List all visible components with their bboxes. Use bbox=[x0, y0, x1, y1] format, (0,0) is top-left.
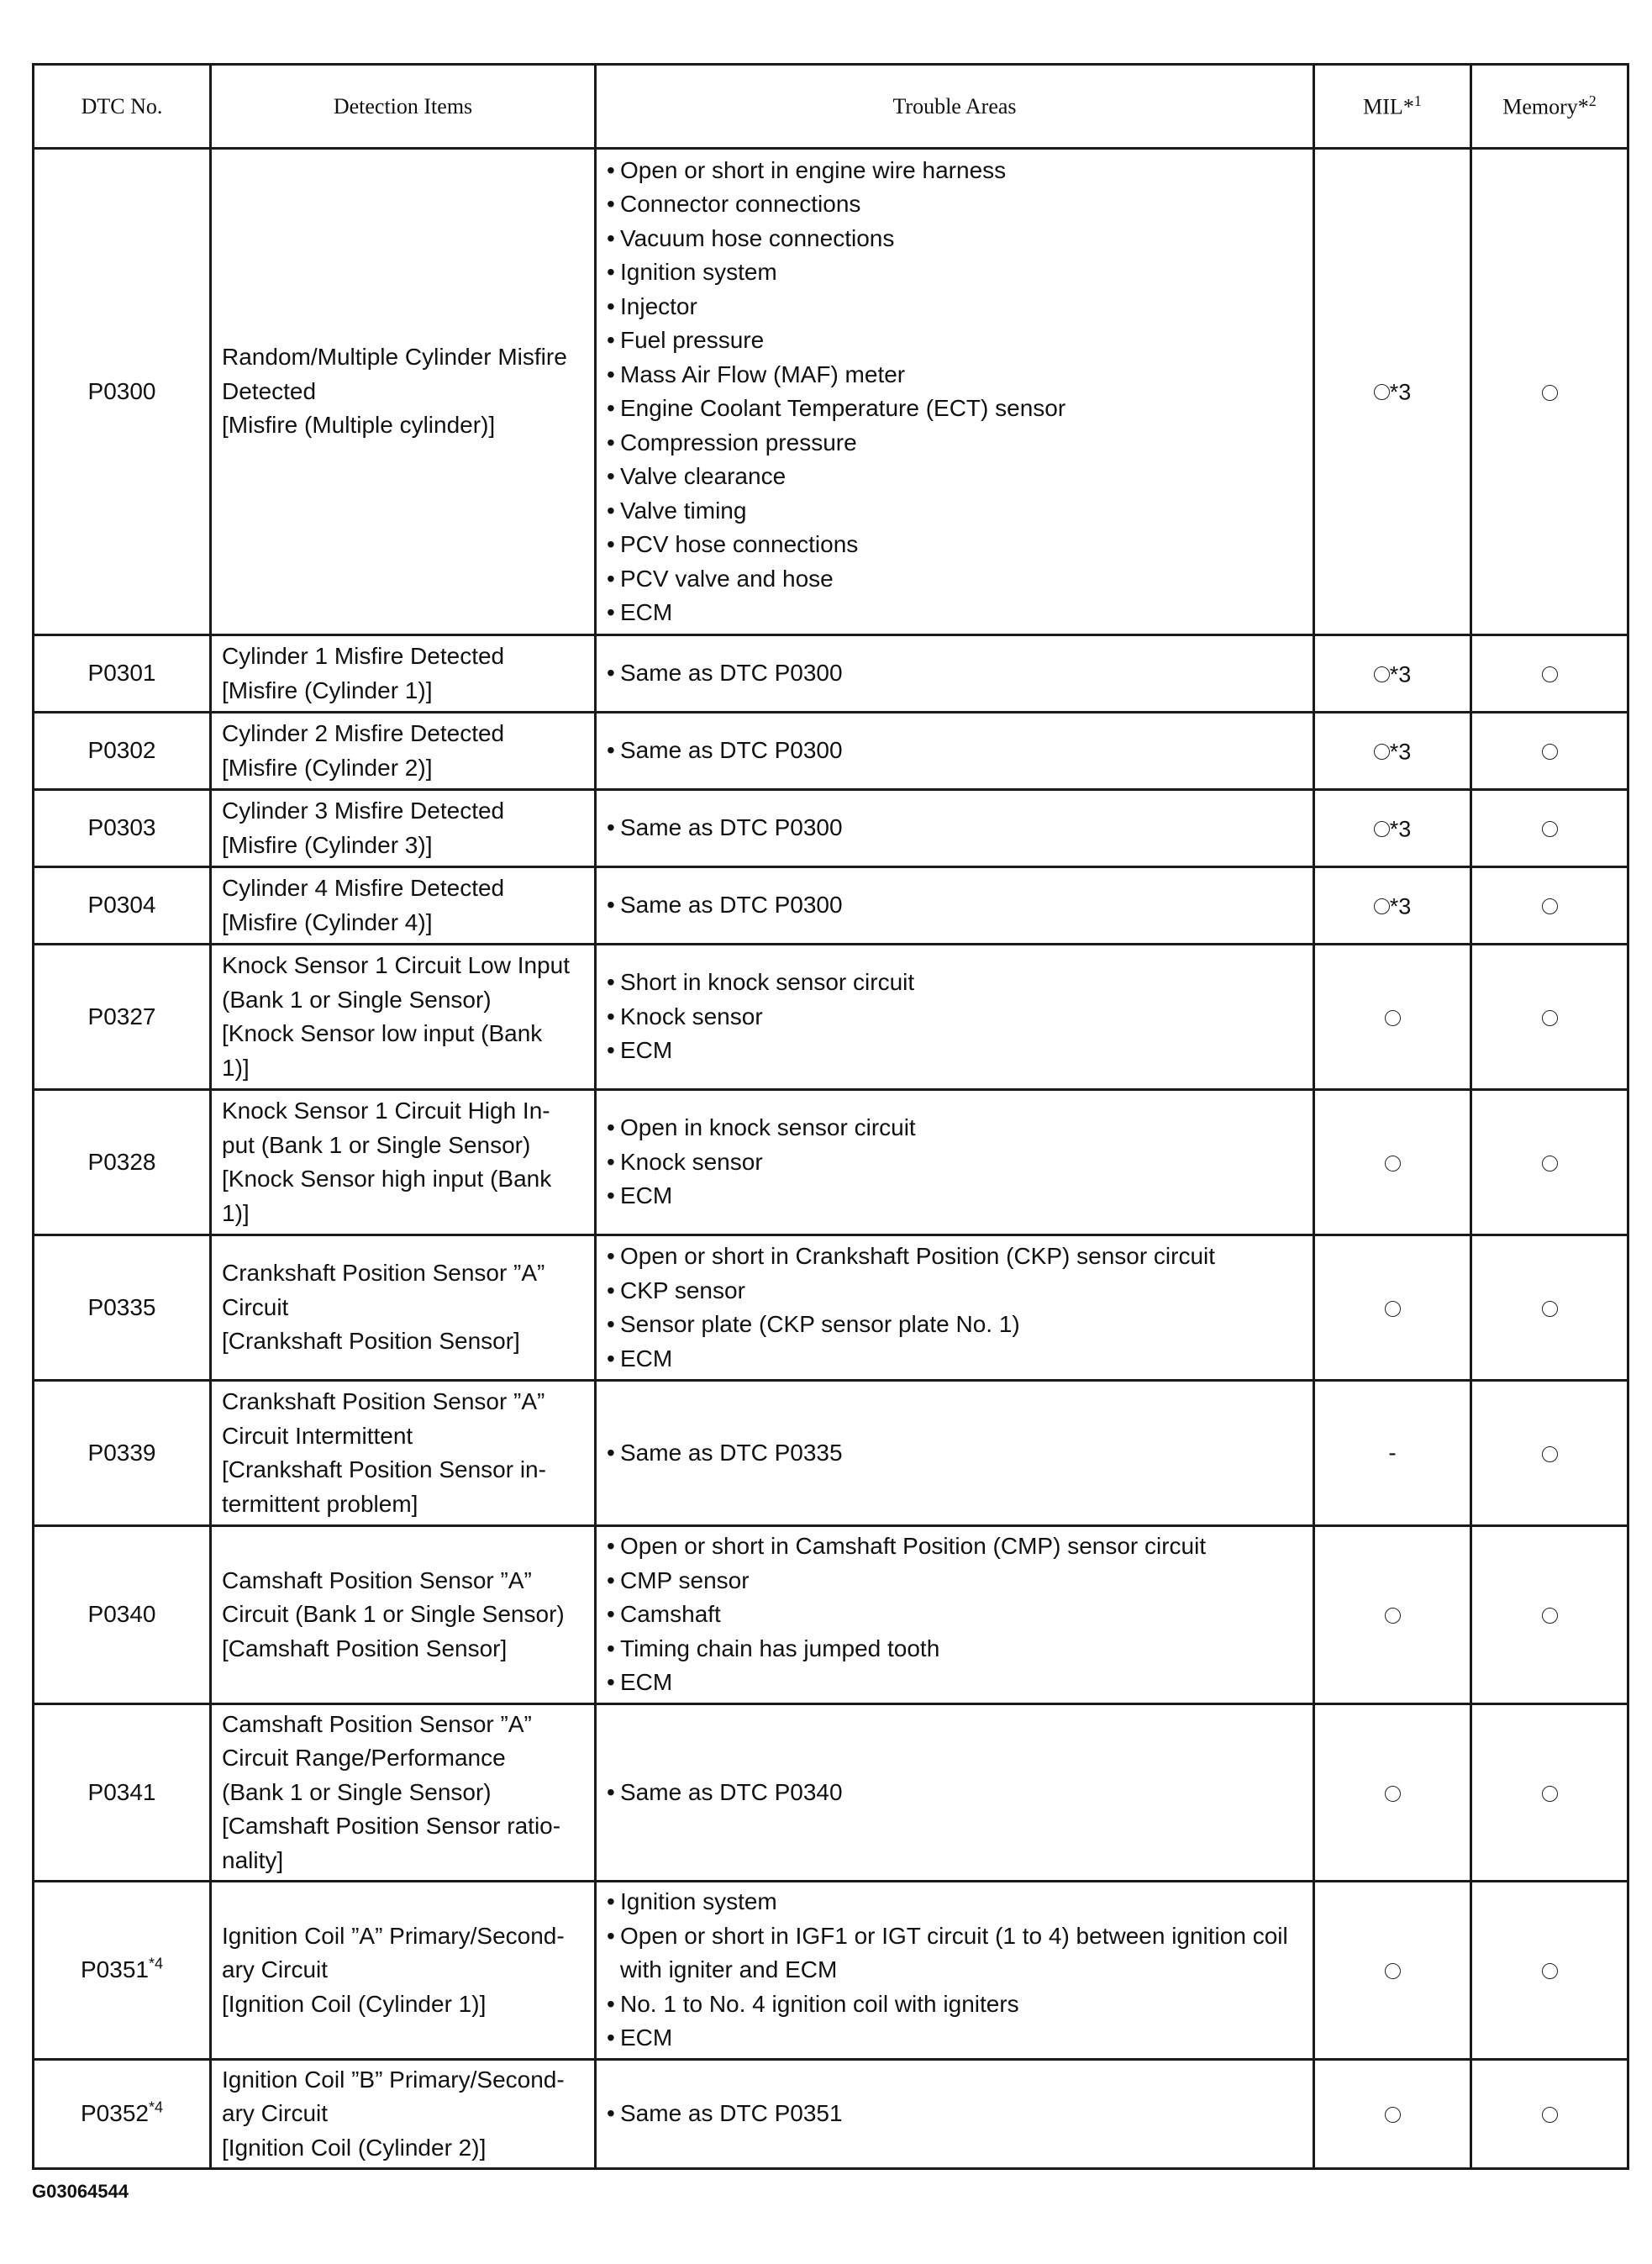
header-trouble-areas: Trouble Areas bbox=[596, 65, 1314, 149]
memory-circle-icon bbox=[1542, 1010, 1558, 1026]
table-row bbox=[34, 149, 1628, 635]
memory-cell bbox=[1471, 1381, 1628, 1526]
figure-id: G03064544 bbox=[32, 2181, 129, 2202]
header-mil: MIL*$^1$ bbox=[1314, 65, 1471, 149]
trouble-areas-cell bbox=[596, 945, 1314, 1090]
trouble-areas-list bbox=[607, 1885, 1302, 2056]
header-mil-footnote: 1 bbox=[1413, 92, 1422, 110]
dtc-code-footnote: *4 bbox=[148, 1955, 163, 1972]
mil-cell bbox=[1314, 1090, 1471, 1235]
trouble-area-item: • Open or short in Crankshaft Position (CKP) sensor circuit bbox=[607, 1240, 1302, 1274]
detection-line: [Misfire (Cylinder 2)] bbox=[222, 754, 433, 781]
mil-cell bbox=[1314, 635, 1471, 713]
memory-cell bbox=[1471, 149, 1628, 635]
trouble-area-item: • Valve clearance bbox=[607, 460, 1302, 494]
mil-circle-icon bbox=[1374, 384, 1390, 400]
dtc-code-cell bbox=[34, 713, 211, 790]
mil-circle-icon bbox=[1385, 1010, 1401, 1026]
mil-circle-icon bbox=[1385, 2107, 1401, 2123]
memory-cell bbox=[1471, 1882, 1628, 2060]
memory-cell bbox=[1471, 2059, 1628, 2169]
dtc-code-cell bbox=[34, 790, 211, 867]
memory-circle-icon bbox=[1542, 1301, 1558, 1317]
memory-circle-icon bbox=[1542, 744, 1558, 760]
memory-circle-icon bbox=[1542, 821, 1558, 837]
table-row bbox=[34, 1235, 1628, 1381]
trouble-area-item: • Open in knock sensor circuit bbox=[607, 1111, 1302, 1145]
table-row bbox=[34, 635, 1628, 713]
detection-line: Crankshaft Position Sensor ”A” bbox=[222, 1388, 545, 1414]
detection-items-cell bbox=[211, 1381, 596, 1526]
dtc-code-cell bbox=[34, 1882, 211, 2060]
detection-line: ary Circuit bbox=[222, 2100, 329, 2126]
detection-line: Crankshaft Position Sensor ”A” bbox=[222, 1260, 545, 1287]
trouble-areas-list bbox=[607, 1436, 1302, 1471]
mil-circle-icon bbox=[1385, 1301, 1401, 1317]
table-row bbox=[34, 1882, 1628, 2060]
memory-circle-icon bbox=[1542, 666, 1558, 682]
dtc-code-footnote: *4 bbox=[148, 2098, 163, 2116]
trouble-area-item: • ECM bbox=[607, 2021, 1302, 2056]
trouble-area-item: • Fuel pressure bbox=[607, 324, 1302, 358]
trouble-area-item: • Sensor plate (CKP sensor plate No. 1) bbox=[607, 1308, 1302, 1342]
detection-line: (Bank 1 or Single Sensor) bbox=[222, 986, 492, 1013]
trouble-areas-list bbox=[607, 1111, 1302, 1214]
mil-circle-icon bbox=[1374, 666, 1390, 682]
trouble-area-item: • PCV hose connections bbox=[607, 528, 1302, 562]
memory-cell bbox=[1471, 713, 1628, 790]
detection-line: 1)] bbox=[222, 1199, 250, 1226]
dtc-code: P0327 bbox=[87, 1003, 156, 1029]
detection-items-cell bbox=[211, 867, 596, 945]
detection-line: [Camshaft Position Sensor] bbox=[222, 1635, 508, 1661]
trouble-areas-list bbox=[607, 1240, 1302, 1376]
trouble-area-item: • Same as DTC P0340 bbox=[607, 1776, 1302, 1810]
table-row bbox=[34, 867, 1628, 945]
detection-line: Random/Multiple Cylinder Misfire bbox=[222, 344, 567, 371]
trouble-areas-cell bbox=[596, 149, 1314, 635]
dtc-code: P0335 bbox=[87, 1293, 156, 1320]
detection-line: Camshaft Position Sensor ”A” bbox=[222, 1710, 532, 1737]
trouble-area-item: • Same as DTC P0335 bbox=[607, 1436, 1302, 1471]
detection-items-cell bbox=[211, 635, 596, 713]
dtc-code-cell bbox=[34, 867, 211, 945]
trouble-area-item: • ECM bbox=[607, 1666, 1302, 1700]
mil-note: *3 bbox=[1389, 815, 1412, 841]
detection-line: Camshaft Position Sensor ”A” bbox=[222, 1566, 532, 1593]
trouble-areas-cell bbox=[596, 713, 1314, 790]
detection-line: Knock Sensor 1 Circuit Low Input bbox=[222, 952, 570, 978]
mil-cell bbox=[1314, 790, 1471, 867]
trouble-area-item: • Engine Coolant Temperature (ECT) sensor bbox=[607, 392, 1302, 426]
dtc-code: P0304 bbox=[87, 892, 156, 919]
trouble-areas-cell bbox=[596, 790, 1314, 867]
table-row bbox=[34, 790, 1628, 867]
mil-circle-icon bbox=[1374, 898, 1390, 914]
trouble-area-item: • Same as DTC P0300 bbox=[607, 734, 1302, 768]
trouble-area-item: • Connector connections bbox=[607, 187, 1302, 222]
dtc-code: P0340 bbox=[87, 1601, 156, 1627]
trouble-area-item: • ECM bbox=[607, 596, 1302, 630]
detection-line: [Knock Sensor low input (Bank bbox=[222, 1020, 543, 1046]
dtc-code-cell bbox=[34, 1090, 211, 1235]
table-header-row bbox=[34, 65, 1628, 149]
detection-items-cell bbox=[211, 149, 596, 635]
trouble-areas-list bbox=[607, 1776, 1302, 1810]
table-row bbox=[34, 713, 1628, 790]
trouble-area-item: • Knock sensor bbox=[607, 1145, 1302, 1180]
trouble-area-item: • ECM bbox=[607, 1179, 1302, 1214]
mil-cell bbox=[1314, 867, 1471, 945]
detection-line: Knock Sensor 1 Circuit High In- bbox=[222, 1098, 550, 1124]
detection-line: ary Circuit bbox=[222, 1956, 329, 1982]
dtc-code: P0339 bbox=[87, 1439, 156, 1466]
trouble-areas-cell bbox=[596, 1703, 1314, 1882]
memory-circle-icon bbox=[1542, 385, 1558, 401]
detection-line: Circuit (Bank 1 or Single Sensor) bbox=[222, 1601, 565, 1627]
detection-line: Circuit Range/Performance bbox=[222, 1745, 506, 1771]
mil-cell bbox=[1314, 713, 1471, 790]
dtc-code: P0303 bbox=[87, 814, 156, 841]
trouble-areas-list bbox=[607, 656, 1302, 691]
dtc-code-cell bbox=[34, 1235, 211, 1381]
memory-cell bbox=[1471, 867, 1628, 945]
trouble-areas-list bbox=[607, 811, 1302, 845]
trouble-areas-cell bbox=[596, 1381, 1314, 1526]
trouble-area-item: • CKP sensor bbox=[607, 1274, 1302, 1308]
mil-note: *3 bbox=[1389, 892, 1412, 919]
detection-items-cell bbox=[211, 713, 596, 790]
trouble-area-item: • Same as DTC P0300 bbox=[607, 656, 1302, 691]
trouble-area-item: • Knock sensor bbox=[607, 1000, 1302, 1035]
memory-cell bbox=[1471, 1526, 1628, 1704]
detection-line: Ignition Coil ”B” Primary/Second- bbox=[222, 2066, 565, 2093]
detection-items-cell bbox=[211, 1882, 596, 2060]
table-row bbox=[34, 1526, 1628, 1704]
trouble-area-item: • PCV valve and hose bbox=[607, 562, 1302, 597]
mil-circle-icon bbox=[1385, 1786, 1401, 1802]
dtc-code-cell bbox=[34, 635, 211, 713]
trouble-areas-list bbox=[607, 2097, 1302, 2131]
detection-line: [Misfire (Cylinder 3)] bbox=[222, 831, 433, 858]
memory-cell bbox=[1471, 1090, 1628, 1235]
memory-cell bbox=[1471, 945, 1628, 1090]
memory-cell bbox=[1471, 635, 1628, 713]
detection-items-cell bbox=[211, 2059, 596, 2169]
detection-line: Ignition Coil ”A” Primary/Second- bbox=[222, 1922, 565, 1949]
mil-cell bbox=[1314, 945, 1471, 1090]
memory-cell bbox=[1471, 790, 1628, 867]
memory-circle-icon bbox=[1542, 1156, 1558, 1171]
detection-line: Detected bbox=[222, 377, 317, 404]
memory-circle-icon bbox=[1542, 1446, 1558, 1462]
mil-circle-icon bbox=[1385, 1608, 1401, 1624]
table-row bbox=[34, 945, 1628, 1090]
trouble-areas-list bbox=[607, 966, 1302, 1068]
memory-circle-icon bbox=[1542, 898, 1558, 914]
mil-dash: - bbox=[1388, 1439, 1397, 1466]
detection-line: [Misfire (Cylinder 1)] bbox=[222, 677, 433, 703]
dtc-table bbox=[32, 63, 1629, 2170]
mil-cell bbox=[1314, 1526, 1471, 1704]
dtc-code: P0301 bbox=[87, 660, 156, 687]
detection-line: [Crankshaft Position Sensor] bbox=[222, 1328, 520, 1355]
trouble-areas-cell bbox=[596, 635, 1314, 713]
mil-cell bbox=[1314, 1235, 1471, 1381]
mil-cell bbox=[1314, 2059, 1471, 2169]
trouble-area-item: • Valve timing bbox=[607, 494, 1302, 529]
mil-circle-icon bbox=[1374, 744, 1390, 760]
dtc-code: P0351 bbox=[81, 1956, 149, 1982]
dtc-code-cell bbox=[34, 2059, 211, 2169]
trouble-areas-cell bbox=[596, 2059, 1314, 2169]
trouble-area-item: • Open or short in Camshaft Position (CMP) sensor circuit bbox=[607, 1530, 1302, 1564]
table-body bbox=[34, 149, 1628, 2169]
dtc-code-cell bbox=[34, 149, 211, 635]
trouble-area-item: • Same as DTC P0300 bbox=[607, 888, 1302, 923]
detection-line: Cylinder 1 Misfire Detected bbox=[222, 643, 505, 669]
dtc-code-cell bbox=[34, 1703, 211, 1882]
trouble-areas-cell bbox=[596, 1882, 1314, 2060]
detection-line: [Misfire (Cylinder 4)] bbox=[222, 908, 433, 935]
trouble-area-item: • Timing chain has jumped tooth bbox=[607, 1632, 1302, 1666]
header-detection-items: Detection Items bbox=[211, 65, 596, 149]
detection-line: [Knock Sensor high input (Bank bbox=[222, 1166, 552, 1192]
detection-line: Cylinder 4 Misfire Detected bbox=[222, 875, 505, 901]
memory-circle-icon bbox=[1542, 1786, 1558, 1802]
table-row bbox=[34, 1703, 1628, 1882]
memory-circle-icon bbox=[1542, 2107, 1558, 2123]
dtc-code: P0328 bbox=[87, 1148, 156, 1175]
detection-line: nality] bbox=[222, 1846, 284, 1873]
detection-line: (Bank 1 or Single Sensor) bbox=[222, 1778, 492, 1805]
mil-cell bbox=[1314, 1882, 1471, 2060]
dtc-code: P0352 bbox=[81, 2100, 149, 2126]
mil-circle-icon bbox=[1385, 1963, 1401, 1979]
trouble-areas-cell bbox=[596, 1526, 1314, 1704]
detection-line: [Camshaft Position Sensor ratio- bbox=[222, 1813, 561, 1839]
mil-note: *3 bbox=[1389, 661, 1412, 687]
dtc-code: P0341 bbox=[87, 1778, 156, 1805]
mil-cell bbox=[1314, 1703, 1471, 1882]
detection-items-cell bbox=[211, 945, 596, 1090]
detection-line: [Ignition Coil (Cylinder 2)] bbox=[222, 2134, 487, 2161]
trouble-area-item: • CMP sensor bbox=[607, 1564, 1302, 1598]
trouble-area-item: • Open or short in IGF1 or IGT circuit (1 to 4) between ignition coil with igniter and ECM bbox=[607, 1919, 1302, 1988]
detection-line: 1)] bbox=[222, 1054, 250, 1081]
trouble-area-item: • Same as DTC P0300 bbox=[607, 811, 1302, 845]
detection-line: put (Bank 1 or Single Sensor) bbox=[222, 1131, 531, 1158]
detection-items-cell bbox=[211, 790, 596, 867]
trouble-areas-list bbox=[607, 154, 1302, 630]
detection-line: Cylinder 3 Misfire Detected bbox=[222, 798, 505, 824]
trouble-area-item: • ECM bbox=[607, 1034, 1302, 1068]
trouble-area-item: • Compression pressure bbox=[607, 426, 1302, 461]
trouble-area-item: • Short in knock sensor circuit bbox=[607, 966, 1302, 1000]
memory-circle-icon bbox=[1542, 1963, 1558, 1979]
header-memory-footnote: 2 bbox=[1588, 92, 1597, 110]
table-row bbox=[34, 2059, 1628, 2169]
table-row bbox=[34, 1090, 1628, 1235]
header-dtc-no: DTC No. bbox=[34, 65, 211, 149]
trouble-area-item: • Ignition system bbox=[607, 255, 1302, 290]
detection-line: [Misfire (Multiple cylinder)] bbox=[222, 412, 496, 439]
trouble-area-item: • ECM bbox=[607, 1342, 1302, 1377]
detection-line: [Ignition Coil (Cylinder 1)] bbox=[222, 1990, 487, 2017]
table-row bbox=[34, 1381, 1628, 1526]
detection-items-cell bbox=[211, 1235, 596, 1381]
mil-note: *3 bbox=[1389, 738, 1412, 764]
trouble-areas-list bbox=[607, 734, 1302, 768]
trouble-area-item: • Injector bbox=[607, 290, 1302, 324]
trouble-areas-list bbox=[607, 888, 1302, 923]
detection-line: [Crankshaft Position Sensor in- bbox=[222, 1456, 546, 1482]
trouble-areas-list bbox=[607, 1530, 1302, 1700]
trouble-area-item: • Open or short in engine wire harness bbox=[607, 154, 1302, 188]
detection-items-cell bbox=[211, 1703, 596, 1882]
dtc-code: P0302 bbox=[87, 737, 156, 764]
trouble-area-item: • Ignition system bbox=[607, 1885, 1302, 1919]
detection-line: Circuit bbox=[222, 1293, 289, 1320]
detection-line: termittent problem] bbox=[222, 1490, 418, 1517]
header-memory: Memory*$^2$ bbox=[1471, 65, 1628, 149]
detection-line: Circuit Intermittent bbox=[222, 1422, 413, 1449]
trouble-area-item: • No. 1 to No. 4 ignition coil with igniters bbox=[607, 1988, 1302, 2022]
dtc-code-cell bbox=[34, 1381, 211, 1526]
mil-cell bbox=[1314, 1381, 1471, 1526]
detection-line: Cylinder 2 Misfire Detected bbox=[222, 720, 505, 746]
trouble-area-item: • Vacuum hose connections bbox=[607, 222, 1302, 256]
trouble-areas-cell bbox=[596, 1235, 1314, 1381]
mil-circle-icon bbox=[1374, 821, 1390, 837]
mil-note: *3 bbox=[1389, 379, 1412, 405]
mil-cell bbox=[1314, 149, 1471, 635]
memory-cell bbox=[1471, 1703, 1628, 1882]
memory-cell bbox=[1471, 1235, 1628, 1381]
dtc-code-cell bbox=[34, 1526, 211, 1704]
mil-circle-icon bbox=[1385, 1156, 1401, 1171]
trouble-areas-cell bbox=[596, 1090, 1314, 1235]
dtc-code-cell bbox=[34, 945, 211, 1090]
trouble-areas-cell bbox=[596, 867, 1314, 945]
dtc-code: P0300 bbox=[87, 377, 156, 404]
trouble-area-item: • Mass Air Flow (MAF) meter bbox=[607, 358, 1302, 392]
trouble-area-item: • Camshaft bbox=[607, 1598, 1302, 1632]
trouble-area-item: • Same as DTC P0351 bbox=[607, 2097, 1302, 2131]
detection-items-cell bbox=[211, 1090, 596, 1235]
memory-circle-icon bbox=[1542, 1608, 1558, 1624]
detection-items-cell bbox=[211, 1526, 596, 1704]
